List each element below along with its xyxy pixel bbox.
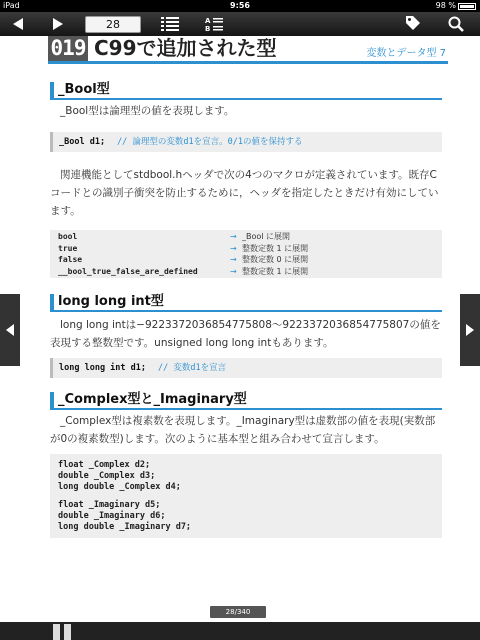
macro-name: __bool_true_false_are_defined xyxy=(58,266,198,276)
list-icon xyxy=(161,17,179,31)
bookmark-button[interactable] xyxy=(400,12,424,36)
battery-icon xyxy=(458,3,476,10)
code-text: _Bool d1; xyxy=(59,137,106,147)
battery-percent: 98 % xyxy=(435,1,456,10)
complex-paragraph: _Complex型は複素数を表現します。_Imaginary型は虚数部の値を表現(実数部が0の複素数型)します。次のように基本型と組み合わせて宣言します。 xyxy=(50,415,436,445)
triangle-right-icon xyxy=(466,324,474,336)
chapter-title: C99で追加された型 xyxy=(94,36,277,60)
chapter-header xyxy=(48,36,448,64)
page-prev-side-button[interactable] xyxy=(0,294,20,366)
bottom-bar xyxy=(0,622,480,640)
search-button[interactable] xyxy=(444,12,468,36)
table-row xyxy=(58,231,434,243)
book-page xyxy=(20,36,460,602)
macro-table xyxy=(50,230,442,278)
macro-result: 整数定数 1 に展開 xyxy=(242,243,309,253)
macro-result: _Bool に展開 xyxy=(242,232,291,241)
page-next-side-button[interactable] xyxy=(460,294,480,366)
code-text: long long int d1; xyxy=(59,363,146,373)
battery-indicator xyxy=(436,0,476,12)
tag-icon xyxy=(404,16,420,32)
svg-text:B: B xyxy=(205,25,211,32)
toc-button[interactable] xyxy=(158,12,182,36)
pause-icon xyxy=(53,624,60,640)
reader-toolbar xyxy=(0,12,480,36)
triangle-left-icon xyxy=(6,324,14,336)
table-row xyxy=(58,266,434,278)
arrow-icon: → xyxy=(230,255,237,264)
chapter-number: 019 xyxy=(48,36,88,61)
code-line: long double _Imaginary d7; xyxy=(58,522,192,532)
svg-text:A: A xyxy=(205,17,211,25)
section-heading-bool: _Bool型 xyxy=(50,82,442,100)
prev-page-button[interactable] xyxy=(6,12,30,36)
next-page-button[interactable] xyxy=(46,12,70,36)
longlong-paragraph: long long intは−9223372036854775808～9223372036854775807の値を表現する整数型です。unsigned long long intもあります。 xyxy=(50,319,441,349)
code-line: double _Imaginary d6; xyxy=(58,511,166,521)
pause-button[interactable] xyxy=(53,624,71,640)
longlong-code-snippet xyxy=(50,358,442,378)
macro-result: 整数定数 0 に展開 xyxy=(242,255,309,264)
bool-paragraph: 関連機能としてstdbool.hヘッダで次の4つのマクロが定義されています。既存Cコードとの識別子衝突を防止するために，ヘッダを指定したときだけ有効にしています。 xyxy=(50,169,439,217)
code-comment: // 変数d1を宣言 xyxy=(158,363,227,373)
complex-code-block xyxy=(50,454,442,538)
page-indicator: 28/340 xyxy=(210,606,266,618)
table-row xyxy=(58,243,434,255)
index-button[interactable] xyxy=(202,12,226,36)
arrow-icon: → xyxy=(230,232,237,241)
page-number-input[interactable]: 28 xyxy=(85,16,141,33)
clock: 9:56 xyxy=(230,1,250,10)
chapter-subtitle: 変数とデータ型 7 xyxy=(366,48,446,59)
arrow-icon: → xyxy=(230,243,237,253)
bool-code-snippet xyxy=(50,132,442,152)
macro-name: true xyxy=(58,243,78,253)
triangle-right-icon xyxy=(53,18,63,30)
macro-name: bool xyxy=(58,232,78,241)
code-line: float _Complex d2; xyxy=(58,460,151,470)
table-row xyxy=(58,254,434,266)
code-comment: // 論理型の変数d1を宣言。0/1の値を保持する xyxy=(117,137,303,147)
code-line: double _Complex d3; xyxy=(58,471,156,481)
alphabet-index-icon xyxy=(205,16,223,32)
arrow-icon: → xyxy=(230,266,237,276)
macro-name: false xyxy=(58,255,83,264)
code-line: long double _Complex d4; xyxy=(58,482,181,492)
triangle-left-icon xyxy=(13,18,23,30)
macro-result: 整数定数 1 に展開 xyxy=(242,266,309,276)
section-heading-complex: _Complex型と_Imaginary型 xyxy=(50,392,442,410)
status-bar xyxy=(0,0,480,12)
carrier-label: iPad xyxy=(3,1,20,10)
search-icon xyxy=(448,16,464,32)
code-line: float _Imaginary d5; xyxy=(58,500,161,510)
bool-intro: _Bool型は論理型の値を表現します。 xyxy=(60,105,235,117)
section-heading-longlong: long long int型 xyxy=(50,294,442,312)
